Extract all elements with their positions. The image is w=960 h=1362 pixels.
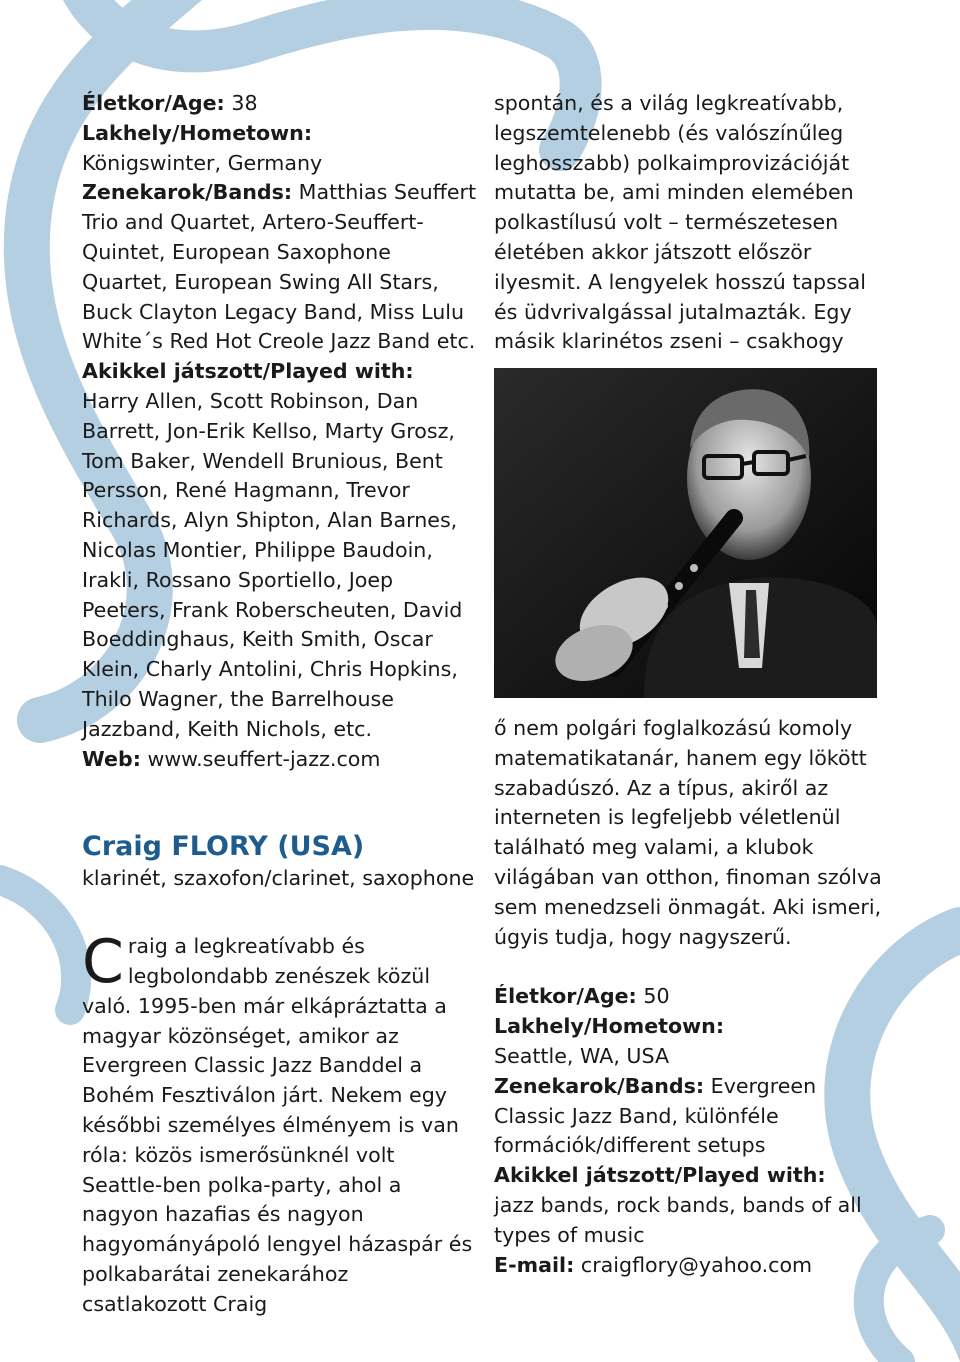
played-with-label: Akikkel játszott/Played with: xyxy=(82,359,414,384)
artist-heading: Craig FLORY (USA) xyxy=(82,831,365,863)
artist-instruments: klarinét, szaxofon/clarinet, saxophone xyxy=(82,866,475,891)
played-with-value-2: jazz bands, rock bands, bands of all types of music xyxy=(494,1192,862,1247)
hometown-label-2: Lakhely/Hometown: xyxy=(494,1014,725,1039)
played-with-label-2: Akikkel játszott/Played with: xyxy=(494,1163,826,1188)
bio-paragraph xyxy=(82,927,477,1319)
age-value: 38 xyxy=(224,91,258,115)
right-column xyxy=(494,89,889,357)
bands-value: Matthias Seuffert Trio and Quartet, Artero-Seuffert-Quintet, European Saxophone Quartet, European Swing All Stars, Buck Clayton Legacy Band, Miss Lulu White´s Red Hot Creole Jazz Band etc. xyxy=(82,180,477,354)
clarinet-player-photo xyxy=(494,368,877,698)
bands-line xyxy=(82,178,477,357)
bands-label: Zenekarok/Bands: xyxy=(82,180,293,205)
played-with-value: Harry Allen, Scott Robinson, Dan Barrett, Jon-Erik Kellso, Marty Grosz, Tom Baker, Wendell Brunious, Bent Persson, René Hagmann, Trevor Richards, Alyn Shipton, Alan Barnes, Nicolas Montier, Philippe Baudoin, Irakli, Rossano Sportiello, Joep Peeters, Frank Roberscheuten, David Boeddinghaus, Keith Smith, Oscar Klein, Charly Antolini, Chris Hopkins, Thilo Wagner, the Barrelhouse Jazzband, Keith Nichols, etc. xyxy=(82,388,463,741)
age-label-2: Életkor/Age: xyxy=(494,984,637,1009)
age-line xyxy=(82,89,477,119)
email-link[interactable]: craigflory@yahoo.com xyxy=(574,1252,813,1277)
bands-value-2: Evergreen Classic Jazz Band, különféle formációk/different setups xyxy=(494,1073,817,1158)
hometown-value: Königswinter, Germany xyxy=(82,150,323,175)
left-swirl-lower xyxy=(0,880,76,1010)
web-line xyxy=(82,745,477,775)
web-link[interactable]: www.seuffert-jazz.com xyxy=(140,746,381,771)
right-column-lower xyxy=(494,714,889,1280)
hometown-value-2: Seattle, WA, USA xyxy=(494,1043,670,1068)
age-line-2 xyxy=(494,982,889,1012)
bio-continued-1: spontán, és a világ legkreatívabb, legszemtelenebb (és valószínűleg leghosszabb) polkaimprovizációját mutatta be, ami minden elemében polkastílusú volt – természetesen életében akkor játszott először ilyesmit. A lengyelek hosszú tapssal és üdvrivalgással jutalmazták. Egy másik klarinétos zseni – csakhogy xyxy=(494,91,866,354)
bands-line-2 xyxy=(494,1072,889,1161)
age-value-2: 50 xyxy=(636,984,670,1009)
email-label: E-mail: xyxy=(494,1252,575,1277)
hometown-label: Lakhely/Hometown: xyxy=(82,120,313,145)
left-column xyxy=(82,89,477,1319)
bio-text: raig a legkreatívabb és legbolondabb zenészek közül való. 1995-ben már elkápráztatta a magyar közönséget, amikor az Evergreen Classic Jazz Banddel a Bohém Fesztiválon járt. Nekem egy későbbi személyes élményem is van róla: közös ismerősünknél volt Seattle-ben polka-party, ahol a nagyon hazafias és nagyon hagyományápoló lengyel házaspár és polkabarátai zenekarához csatlakozott Craig xyxy=(82,934,473,1316)
age-label: Életkor/Age: xyxy=(82,91,225,115)
email-line xyxy=(494,1251,889,1281)
bio-continued-2: ő nem polgári foglalkozású komoly matematikatanár, hanem egy lökött szabadúszó. Az a típus, akiről az interneten is legfeljebb véletlenül található meg valami, a klubok világában van otthon, finoman szólva sem menedzseli önmagát. Aki ismeri, úgyis tudja, hogy nagyszerű. xyxy=(494,716,882,949)
drop-cap: C xyxy=(82,927,124,998)
bands-label-2: Zenekarok/Bands: xyxy=(494,1073,705,1098)
web-label: Web: xyxy=(82,746,141,771)
